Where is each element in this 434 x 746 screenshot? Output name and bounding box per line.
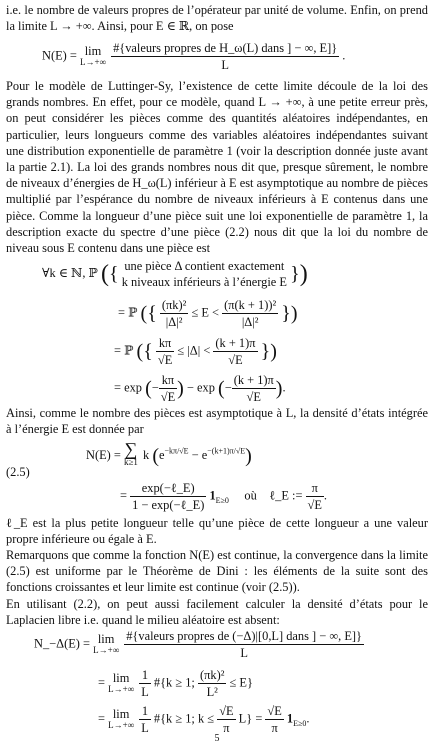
paragraph-text: En utilisant (2.2), on peut aussi facilement calculer la densité d’états pour le Laplacien libre i.e. quand le milieu aléatoire est absent: (6, 597, 428, 628)
fraction-denominator: |Δ|² (241, 315, 259, 329)
eq-lhs: N(E) = (42, 48, 77, 63)
fraction (139, 667, 151, 700)
fraction-denominator: √E (246, 390, 261, 404)
fraction (130, 480, 206, 513)
lim-subscript: L→+∞ (108, 719, 135, 730)
limit-operator (93, 631, 120, 656)
eq-term: ≤ E} (229, 675, 253, 690)
sum-subscript: k≥1 (123, 457, 138, 467)
fraction-denominator: π (223, 721, 230, 735)
fraction (265, 703, 283, 736)
fraction-numerator: (πk)² (161, 298, 187, 312)
fraction (160, 297, 188, 330)
equation-2-5-line2 (120, 480, 327, 513)
eq-operator: = ℙ (118, 305, 138, 320)
lim-label: lim (97, 631, 115, 646)
fraction-numerator: 1 (139, 667, 151, 684)
fraction (139, 703, 151, 736)
lim-label: lim (112, 706, 130, 721)
eq-operator: = exp (114, 380, 142, 395)
eq-inequality: ≤ E < (191, 305, 219, 320)
equation-free-line2 (98, 667, 253, 700)
fraction (156, 335, 174, 368)
eq-operator: = ℙ (114, 343, 134, 358)
fraction-numerator: #{valeurs propres de (−Δ)|[0,L] dans ] − ∞, E]} (126, 629, 362, 643)
lim-subscript: L→+∞ (93, 644, 120, 655)
paragraph-text: Pour le modèle de Luttinger-Sy, l’existence de cette limite découle de la loi des grands nombres. En effet, pour ce modèle, quand L → +∞, à une petite erreur près, on peut considérer les pièces comme des quantités aléatoires indépendantes, en particulier, leurs longueurs comme des variables aléatoires indépendantes suivant une distribution exponentielle de paramètre 1 (voir la description donnée juste avant la partie 2.1). La loi des grands nombres nous dit que, presque sûrement, le nombre de niveaux d’énergies de H_ω(L) inférieur à E est asymptotique au nombre de pièces multiplié par l’espérance du nombre de niveaux inférieurs à E contenus dans une pièce. Comme la longueur d’une pièce suit une loi exponentielle de paramètre 1, la description exacte du spectre d’une pièce (2.2) nous dit que la loi du nombre de niveau sous E contenu dans une pièce est (6, 79, 428, 256)
fraction (217, 703, 235, 736)
fraction-denominator: L² (206, 685, 218, 699)
eq-lhs: N_−Δ(E) = (34, 636, 91, 651)
indicator: 1 (209, 488, 216, 503)
equation-ne-limit (42, 40, 345, 73)
equation-prob-line2: = ℙ ({ $\frac{\text{(πk)²}}{\text{|Δ|²}}$ ≤ E < $\frac{\text{(π(k + 1))²}}{\text{|Δ|²}}$ }) (118, 298, 298, 329)
lim-label: lim (84, 43, 102, 58)
fraction (222, 297, 278, 330)
exponent: −kπ/√E (164, 446, 189, 456)
lim-label: lim (112, 670, 130, 685)
indicator-subscript: E≥0 (215, 495, 229, 505)
eq-term: #{k ≥ 1; k ≤ (153, 711, 215, 726)
page-number: 5 (214, 733, 220, 744)
fraction (232, 372, 276, 405)
paragraph-ids (6, 405, 428, 437)
paragraph-intro (6, 2, 428, 34)
fraction (159, 372, 177, 405)
fraction-numerator: (π(k + 1))² (224, 298, 277, 312)
fraction-denominator: √E (228, 353, 243, 367)
indicator: 1 (286, 711, 294, 726)
eq-term: L} (238, 711, 253, 726)
fraction (124, 628, 364, 661)
eq-lhs: N(E) = (86, 447, 121, 462)
fraction-numerator: kπ (156, 335, 174, 352)
equation-2-5-line1: N(E) = ∑ k≥1 k $(e^{-k\pi/√E} - e^{-(k+1)\pi/√E})$ (86, 439, 252, 467)
indicator-subscript: E≥0 (293, 718, 307, 728)
lim-subscript: L→+∞ (108, 683, 135, 694)
exponent: −(k+1)π/√E (207, 446, 246, 456)
limit-operator (108, 706, 135, 731)
paragraph-text: Remarquons que comme la fonction N(E) est continue, la convergence dans la limite (2.5) est uniforme par le Théorème de Dini : les éléments de la suite sont des fonctions croissantes et leur limite est continue (voir (2.5)). (6, 548, 428, 595)
fraction-denominator: L (141, 685, 149, 699)
eq-end: . (323, 488, 328, 503)
fraction-denominator: L (221, 58, 229, 72)
eq-operator: = (255, 711, 263, 726)
fraction (306, 480, 324, 513)
eq-term: k (143, 447, 150, 462)
equation-prob-line1: ∀k ∈ ℕ, ℙ ({ une pièce Δ contient exactement k niveaux inférieurs à l’énergie E }) (42, 259, 308, 289)
eq-operator: = (98, 711, 105, 726)
fraction-numerator: exp(−ℓ_E) (130, 480, 206, 497)
fraction-numerator: #{valeurs propres de H_ω(L) dans ] − ∞, E]} (113, 41, 338, 55)
fraction-numerator: (πk)² (200, 668, 225, 682)
lim-subscript: L→+∞ (79, 56, 106, 67)
fraction (198, 667, 226, 700)
fraction-numerator: √E (219, 704, 234, 718)
eq-lhs: ∀k ∈ ℕ, ℙ (42, 265, 98, 280)
fraction-denominator: √E (160, 390, 176, 404)
paragraph-text: Ainsi, comme le nombre des pièces est asymptotique à L, la densité d’états intégrée à l’énergie E est donnée par (6, 406, 428, 437)
paragraph-text: i.e. le nombre de valeurs propres de l’opérateur par unité de volume. Enfin, on prend la limite L → +∞. Ainsi, pour E ∈ ℝ, on pose (6, 3, 428, 34)
paragraph-text: ℓ_E est la plus petite longueur telle qu’une pièce de cette longueur a une valeur propre inférieure ou égale à E. (6, 516, 428, 547)
fraction-denominator: 1 − exp(−ℓ_E) (132, 498, 205, 512)
fraction-denominator: L (141, 721, 149, 735)
conjunction: où (244, 488, 257, 503)
fraction-numerator: (k + 1)π (233, 373, 274, 387)
event-line-b: k niveaux inférieurs à l’énergie E (121, 275, 287, 289)
fraction-denominator: |Δ|² (165, 315, 183, 329)
eq-end: . (282, 380, 286, 395)
equation-free-line1 (34, 628, 364, 661)
event-line-a: une pièce Δ contient exactement (124, 259, 285, 273)
equation-prob-line3: = ℙ ({ $\frac{k\pi}{√E}$ ≤ |Δ| < $\frac{(k + 1)\pi}{√E}$ }) (114, 336, 277, 367)
equation-free-line3 (98, 703, 310, 736)
limit-operator (79, 43, 106, 68)
eq-operator: − exp (186, 380, 215, 395)
paragraph-luttinger-sy (6, 78, 428, 256)
eq-end: . (306, 711, 310, 726)
paragraph-free-laplacian (6, 596, 428, 628)
fraction-denominator: √E (157, 353, 173, 367)
definition: ℓ_E := (269, 488, 303, 503)
eq-operator: = (120, 488, 127, 503)
fraction (213, 335, 257, 368)
equation-tag: (2.5) (6, 465, 30, 479)
equation-prob-line4: = exp (− $\frac{k\pi}{√E}$ ) − exp (− $\frac{(k + 1)\pi}{√E}$ ). (114, 373, 286, 404)
eq-term: #{k ≥ 1; (153, 675, 195, 690)
eq-operator: = (98, 675, 105, 690)
fraction-denominator: √E (307, 498, 322, 512)
paragraph-ell-e (6, 515, 428, 547)
paragraph-dini (6, 547, 428, 596)
eq-end: . (342, 48, 346, 63)
fraction-denominator: π (271, 721, 278, 735)
eq-inequality: ≤ |Δ| < (177, 343, 211, 358)
sum-operator: ∑ k≥1 (123, 439, 138, 467)
fraction-numerator: (k + 1)π (215, 336, 256, 350)
fraction-numerator: kπ (159, 372, 177, 389)
limit-operator (108, 670, 135, 695)
fraction-numerator: π (306, 480, 324, 497)
fraction-denominator: L (240, 646, 248, 660)
fraction (111, 40, 339, 73)
fraction-numerator: 1 (139, 703, 151, 720)
fraction-numerator: √E (267, 704, 282, 718)
